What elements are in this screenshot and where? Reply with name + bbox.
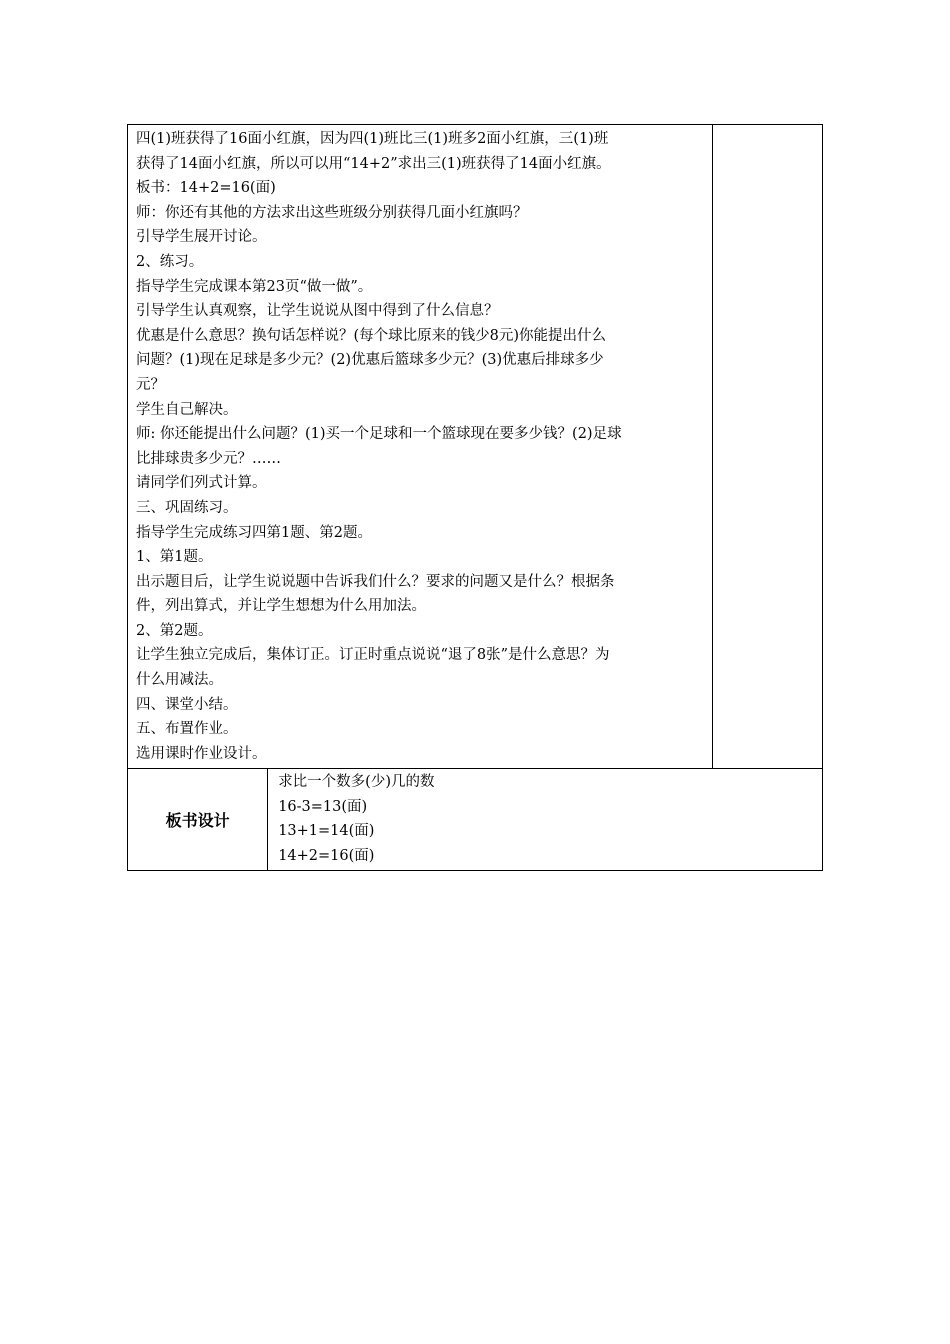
board-line: 16-3=13(面) [278,798,368,815]
text-line: 2、练习。 [136,253,204,270]
board-line: 求比一个数多(少)几的数 [278,774,435,791]
board-line: 13+1=14(面) [278,823,375,840]
text-line: 选用课时作业设计。 [136,745,267,762]
text-line: 三、巩固练习。 [136,499,238,516]
text-line: 1、第1题。 [136,549,213,566]
text-line: 元？ [136,376,165,393]
text-line: 学生自己解决。 [136,401,238,418]
text-line: 件，列出算式，并让学生想想为什么用加法。 [136,598,426,615]
lesson-plan-table [127,124,823,871]
text-line: 引导学生认真观察，让学生说说从图中得到了什么信息？ [136,303,499,320]
text-line: 请同学们列式计算。 [136,475,267,492]
text-line: 师: 你还能提出什么问题？(1)买一个足球和一个篮球现在要多少钱？(2)足球 [136,426,622,443]
board-line: 14+2=16(面) [278,847,375,864]
text-line: 四、课堂小结。 [136,696,238,713]
text-line: 问题？(1)现在足球是多少元？(2)优惠后篮球多少元？(3)优惠后排球多少 [136,352,604,369]
text-line: 出示题目后，让学生说说题中告诉我们什么？要求的问题又是什么？根据条 [136,573,615,590]
text-line: 引导学生展开讨论。 [136,229,267,246]
text-line: 板书：14+2=16(面) [136,180,276,197]
process-row [128,125,823,769]
teaching-process-cell [128,125,713,769]
text-line: 获得了14面小红旗，所以可以用“14+2”求出三(1)班获得了14面小红旗。 [136,155,611,172]
text-line: 2、第2题。 [136,622,213,639]
notes-cell [712,125,822,769]
text-line: 指导学生完成课本第23页“做一做”。 [136,278,373,295]
text-line: 什么用减法。 [136,672,223,689]
text-line: 四(1)班获得了16面小红旗，因为四(1)班比三(1)班多2面小红旗，三(1)班 [136,131,609,147]
text-line: 指导学生完成练习四第1题、第2题。 [136,524,372,541]
text-line: 师：你还有其他的方法求出这些班级分别获得几面小红旗吗？ [136,204,528,221]
board-design-content [268,769,823,871]
text-line: 优惠是什么意思？换句话怎样说？(每个球比原来的钱少8元)你能提出什么 [136,327,607,344]
text-line: 五、布置作业。 [136,721,238,738]
text-line: 让学生独立完成后，集体订正。订正时重点说说“退了8张”是什么意思？为 [136,647,610,664]
text-line: 比排球贵多少元？…… [136,450,281,467]
board-design-row [128,769,823,871]
board-design-label: 板书设计 [128,769,268,871]
